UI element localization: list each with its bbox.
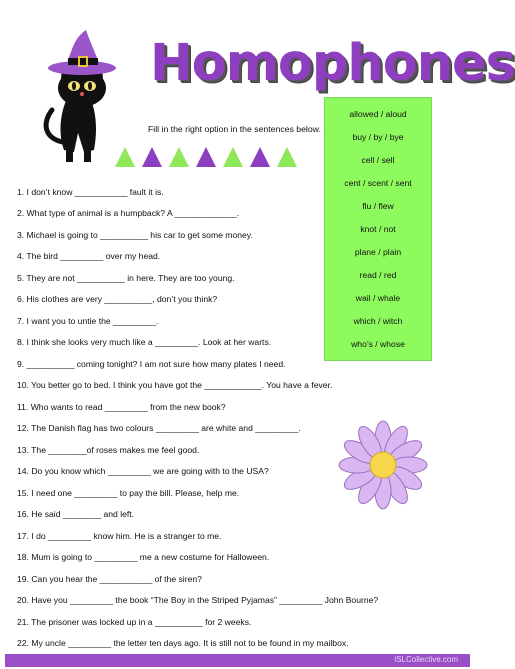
word-bank — [324, 97, 432, 361]
sentence-7: 7. I want you to untie the _________. — [17, 316, 159, 326]
sentence-20: 20. Have you _________ the book “The Boy in the Striped Pyjamas” _________ John Bourne? — [17, 595, 379, 605]
word-pair: which / witch — [353, 316, 403, 326]
word-pair: buy / by / bye — [352, 132, 404, 142]
triangle-decoration — [115, 146, 305, 168]
word-pair: knot / not — [360, 224, 396, 234]
footer-bar — [5, 654, 470, 667]
word-pair: plane / plain — [354, 247, 402, 257]
sentence-12: 12. The Danish flag has two colours _________ are white and _________. — [17, 423, 301, 433]
sentence-2: 2. What type of animal is a humpback? A _____________. — [17, 208, 240, 218]
sentence-19: 19. Can you hear the ___________ of the siren? — [17, 574, 202, 584]
footer-watermark: iSLCollective.com — [394, 655, 458, 664]
word-pair: cent / scent / sent — [344, 178, 412, 188]
sentence-10: 10. You better go to bed. I think you have got the ____________. You have a fever. — [17, 380, 333, 390]
sentence-6: 6. His clothes are very __________, don’t you think? — [17, 294, 218, 304]
sentence-11: 11. Who wants to read _________ from the new book? — [17, 402, 226, 412]
sentence-8: 8. I think she looks very much like a _________. Look at her warts. — [17, 337, 272, 347]
sentence-5: 5. They are not __________ in here. They are too young. — [17, 273, 235, 283]
sentence-22: 22. My uncle _________ the letter ten days ago. It is still not to be found in my mailbox. — [17, 638, 349, 648]
sentence-17: 17. I do _________ know him. He is a stranger to me. — [17, 531, 222, 541]
word-pair: wail / whale — [355, 293, 401, 303]
word-pair: who’s / whose — [351, 339, 405, 349]
sentence-18: 18. Mum is going to _________ me a new costume for Halloween. — [17, 552, 270, 562]
sentence-21: 21. The prisoner was locked up in a __________ for 2 weeks. — [17, 617, 252, 627]
flower-illustration — [338, 420, 428, 510]
sentence-14: 14. Do you know which _________ we are going with to the USA? — [17, 466, 269, 476]
sentence-1: 1. I don’t know ___________ fault it is. — [17, 187, 164, 197]
word-pair: cell / sell — [361, 155, 395, 165]
instructions: Fill in the right option in the sentences below. — [148, 124, 321, 134]
sentence-13: 13. The ________of roses makes me feel good. — [17, 445, 200, 455]
sentence-3: 3. Michael is going to __________ his car to get some money. — [17, 230, 253, 240]
sentence-9: 9. __________ coming tonight? I am not sure how many plates I need. — [17, 359, 286, 369]
word-pair: flu / flew — [362, 201, 394, 211]
sentence-16: 16. He said ________ and left. — [17, 509, 135, 519]
word-pair: allowed / aloud — [349, 109, 407, 119]
sentence-4: 4. The bird _________ over my head. — [17, 251, 161, 261]
page-title: Homophones — [150, 34, 515, 93]
sentence-15: 15. I need one _________ to pay the bill. Please, help me. — [17, 488, 240, 498]
word-pair: read / red — [359, 270, 397, 280]
